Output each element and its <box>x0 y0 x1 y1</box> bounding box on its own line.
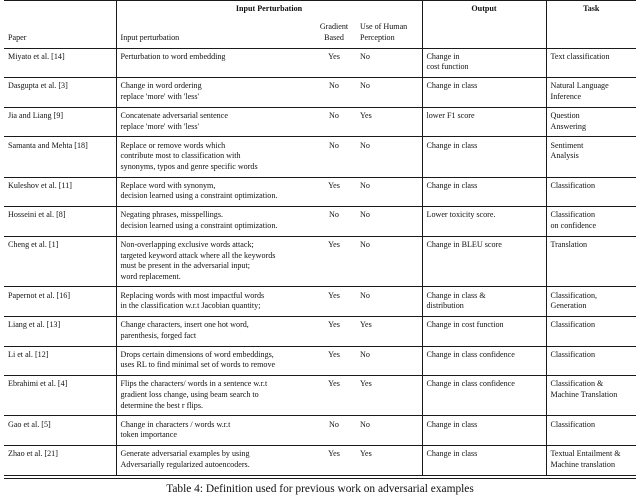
cell-paper: Cheng et al. [1] <box>8 240 59 249</box>
cell-task-line: Answering <box>550 121 587 131</box>
cell-human-perception: No <box>360 51 370 61</box>
cell-input-perturbation <box>116 446 312 475</box>
cell-gradient-based: No <box>329 140 339 150</box>
cell-input-perturbation-line: Perturbation to word embedding <box>120 51 226 61</box>
cell-task-line: Textual Entailment & <box>550 449 621 459</box>
table-row <box>4 237 636 287</box>
cell-paper: Hosseini et al. [8] <box>8 210 66 220</box>
cell-input-perturbation-line: replace 'more' with 'less' <box>120 121 199 131</box>
cell-output-line: Change in class <box>426 180 478 190</box>
cell-task <box>546 137 636 177</box>
table-row <box>4 317 636 346</box>
table-row <box>4 178 636 207</box>
header-col-gradient-based-line1: Gradient <box>319 22 349 32</box>
cell-task <box>546 178 636 207</box>
cell-input-perturbation <box>116 416 312 445</box>
table-row <box>4 207 636 236</box>
header-group-input-perturbation: Input Perturbation <box>116 1 422 15</box>
cell-task-line: Classification & <box>550 379 604 389</box>
cell-paper: Kuleshov et al. [11] <box>8 180 72 190</box>
cell-output <box>422 207 546 236</box>
cell-output <box>422 317 546 346</box>
table-bottom-rule <box>4 475 636 479</box>
cell-output <box>422 376 546 416</box>
cell-input-perturbation <box>116 178 312 207</box>
cell-output <box>422 287 546 316</box>
cell-task-line: Machine Translation <box>550 389 618 399</box>
table-row <box>4 49 636 78</box>
table-row <box>4 347 636 376</box>
table-row <box>4 416 636 445</box>
cell-output <box>422 178 546 207</box>
cell-task-line: Translation <box>550 240 588 249</box>
cell-input-perturbation-line: Flips the characters/ words in a sentence w.r.t <box>120 379 268 389</box>
cell-human-perception: No <box>360 210 370 220</box>
cell-input-perturbation-line: contribute most to classification with <box>120 151 241 161</box>
cell-output-line: cost function <box>426 62 469 72</box>
cell-output-line: Change in class confidence <box>426 379 515 389</box>
cell-gradient-based: Yes <box>328 180 340 190</box>
cell-human-perception: Yes <box>360 449 372 459</box>
header-col-input-perturbation: Input perturbation <box>116 15 312 48</box>
cell-input-perturbation-line: word replacement. <box>120 271 181 281</box>
cell-task-line: Classification, <box>550 290 598 300</box>
cell-output-line: Change in class <box>426 140 478 150</box>
cell-output-line: Lower toxicity score. <box>426 210 496 220</box>
cell-paper: Zhao et al. [21] <box>8 449 58 459</box>
cell-task <box>546 376 636 416</box>
cell-paper: Gao et al. [5] <box>8 419 51 429</box>
header-col-human-perception <box>356 15 422 48</box>
cell-gradient-based: Yes <box>328 320 340 330</box>
cell-input-perturbation-line: token importance <box>120 430 177 440</box>
cell-input-perturbation-line: must be present in the adversarial input; <box>120 261 250 271</box>
table-header-group-row <box>4 1 636 15</box>
header-col-gradient-based <box>312 15 356 48</box>
table-row <box>4 137 636 177</box>
cell-task <box>546 317 636 346</box>
cell-input-perturbation-line: Replace word with synonym, <box>120 180 216 190</box>
cell-gradient-based: Yes <box>328 51 340 61</box>
table-caption: Table 4: Definition used for previous work on adversarial examples <box>166 483 474 496</box>
cell-paper: Samanta and Mehta [18] <box>8 140 88 150</box>
table-row <box>4 78 636 107</box>
cell-task-line: Machine translation <box>550 459 616 469</box>
cell-input-perturbation <box>116 347 312 376</box>
table-row <box>4 108 636 137</box>
header-col-human-perception-line2: Perception <box>360 32 395 42</box>
header-group-output: Output <box>422 1 546 15</box>
cell-input-perturbation <box>116 108 312 137</box>
cell-output <box>422 237 546 287</box>
cell-output <box>422 49 546 78</box>
cell-task-line: Analysis <box>550 151 579 161</box>
cell-task-line: Natural Language <box>550 81 609 91</box>
header-group-task: Task <box>546 1 636 15</box>
cell-input-perturbation <box>116 376 312 416</box>
cell-input-perturbation <box>116 49 312 78</box>
cell-input-perturbation-line: Generate adversarial examples by using <box>120 449 250 459</box>
cell-task <box>546 237 636 287</box>
cell-gradient-based: No <box>329 81 339 91</box>
cell-task-line: Classification <box>550 320 596 330</box>
cell-paper: Dasgupta et al. [3] <box>8 81 68 91</box>
cell-output-line: Change in class <box>426 419 478 429</box>
cell-input-perturbation-line: targeted keyword attack where all the keywords <box>120 250 276 260</box>
cell-input-perturbation-line: in the classification w.r.t Jacobian quantity; <box>120 301 261 311</box>
cell-task <box>546 287 636 316</box>
cell-gradient-based: No <box>329 210 339 220</box>
cell-output <box>422 108 546 137</box>
cell-output-line: Change in cost function <box>426 320 504 330</box>
cell-input-perturbation-line: determine the best r flips. <box>120 400 203 410</box>
cell-input-perturbation-line: replace 'more' with 'less' <box>120 91 199 101</box>
header-col-task <box>546 15 636 48</box>
cell-task-line: Classification <box>550 419 596 429</box>
cell-input-perturbation-line: Non-overlapping exclusive words attack; <box>120 240 254 249</box>
cell-output <box>422 137 546 177</box>
cell-output-line: Change in class confidence <box>426 349 515 359</box>
cell-human-perception: No <box>360 180 370 190</box>
cell-output-line: Change in class & <box>426 290 486 300</box>
header-col-paper: Paper <box>8 32 27 42</box>
cell-paper: Jia and Liang [9] <box>8 111 64 121</box>
cell-human-perception: No <box>360 81 370 91</box>
cell-input-perturbation <box>116 137 312 177</box>
cell-input-perturbation-line: uses RL to find minimal set of words to remove <box>120 360 276 370</box>
cell-human-perception: No <box>360 240 370 249</box>
cell-gradient-based: No <box>329 419 339 429</box>
cell-input-perturbation-line: Adversarially regularized autoencoders. <box>120 459 250 469</box>
cell-task-line: Generation <box>550 301 587 311</box>
cell-human-perception: No <box>360 140 370 150</box>
cell-task-line: Classification <box>550 349 596 359</box>
cell-gradient-based: Yes <box>328 240 340 249</box>
cell-input-perturbation-line: gradient loss change, using beam search to <box>120 389 259 399</box>
table-body <box>4 1 636 479</box>
cell-paper: Papernot et al. [16] <box>8 290 71 300</box>
cell-human-perception: Yes <box>360 379 372 389</box>
cell-input-perturbation <box>116 287 312 316</box>
cell-input-perturbation-line: synonyms, typos and genre specific words <box>120 161 258 171</box>
table-header-sub-row <box>4 15 636 48</box>
cell-input-perturbation-line: Change in characters / words w.r.t <box>120 419 231 429</box>
cell-gradient-based: Yes <box>328 379 340 389</box>
cell-task <box>546 49 636 78</box>
cell-input-perturbation <box>116 237 312 287</box>
cell-gradient-based: Yes <box>328 290 340 300</box>
cell-input-perturbation-line: Change characters, insert one hot word, <box>120 320 249 330</box>
cell-paper: Ebrahimi et al. [4] <box>8 379 68 389</box>
table-row <box>4 376 636 416</box>
cell-task <box>546 78 636 107</box>
cell-input-perturbation <box>116 78 312 107</box>
cell-task-line: Inference <box>550 91 582 101</box>
cell-input-perturbation-line: Negating phrases, misspellings. <box>120 210 224 220</box>
cell-output-line: Change in class <box>426 81 478 91</box>
cell-output-line: lower F1 score <box>426 111 475 121</box>
cell-input-perturbation-line: Drops certain dimensions of word embeddings, <box>120 349 274 359</box>
cell-output-line: Change in class <box>426 449 478 459</box>
cell-input-perturbation-line: Change in word ordering <box>120 81 202 91</box>
cell-paper: Miyato et al. [14] <box>8 51 65 61</box>
table-row <box>4 287 636 316</box>
cell-output-line: Change in BLEU score <box>426 240 502 249</box>
cell-output <box>422 347 546 376</box>
cell-human-perception: Yes <box>360 320 372 330</box>
cell-output-line: Change in <box>426 51 460 61</box>
adversarial-examples-table <box>4 0 636 479</box>
cell-task-line: Sentiment <box>550 140 584 150</box>
cell-output <box>422 446 546 475</box>
cell-task <box>546 207 636 236</box>
cell-gradient-based: Yes <box>328 449 340 459</box>
cell-paper: Li et al. [12] <box>8 349 49 359</box>
cell-human-perception: No <box>360 290 370 300</box>
table-row <box>4 446 636 475</box>
cell-human-perception: No <box>360 349 370 359</box>
cell-task <box>546 108 636 137</box>
cell-human-perception: Yes <box>360 111 372 121</box>
cell-task <box>546 347 636 376</box>
cell-input-perturbation-line: Concatenate adversarial sentence <box>120 111 228 121</box>
header-col-output <box>422 15 546 48</box>
cell-task-line: on confidence <box>550 220 597 230</box>
cell-input-perturbation-line: parenthesis, forged fact <box>120 330 197 340</box>
cell-task-line: Question <box>550 111 580 121</box>
cell-gradient-based: No <box>329 111 339 121</box>
cell-output <box>422 416 546 445</box>
cell-task-line: Text classification <box>550 51 610 61</box>
cell-input-perturbation-line: decision learned using a constraint optimization. <box>120 191 278 201</box>
cell-task <box>546 416 636 445</box>
cell-input-perturbation <box>116 317 312 346</box>
cell-task-line: Classification <box>550 180 596 190</box>
cell-input-perturbation-line: Replace or remove words which <box>120 140 226 150</box>
cell-input-perturbation-line: Replacing words with most impactful words <box>120 290 265 300</box>
cell-task-line: Classification <box>550 210 596 220</box>
header-col-human-perception-line1: Use of Human <box>360 22 408 32</box>
cell-task <box>546 446 636 475</box>
cell-output-line: distribution <box>426 301 464 311</box>
cell-paper: Liang et al. [13] <box>8 320 61 330</box>
cell-output <box>422 78 546 107</box>
header-col-gradient-based-line2: Based <box>324 32 344 42</box>
cell-human-perception: No <box>360 419 370 429</box>
cell-input-perturbation <box>116 207 312 236</box>
cell-input-perturbation-line: decision learned using a constraint optimization. <box>120 220 278 230</box>
cell-gradient-based: Yes <box>328 349 340 359</box>
header-spacer <box>4 1 116 15</box>
